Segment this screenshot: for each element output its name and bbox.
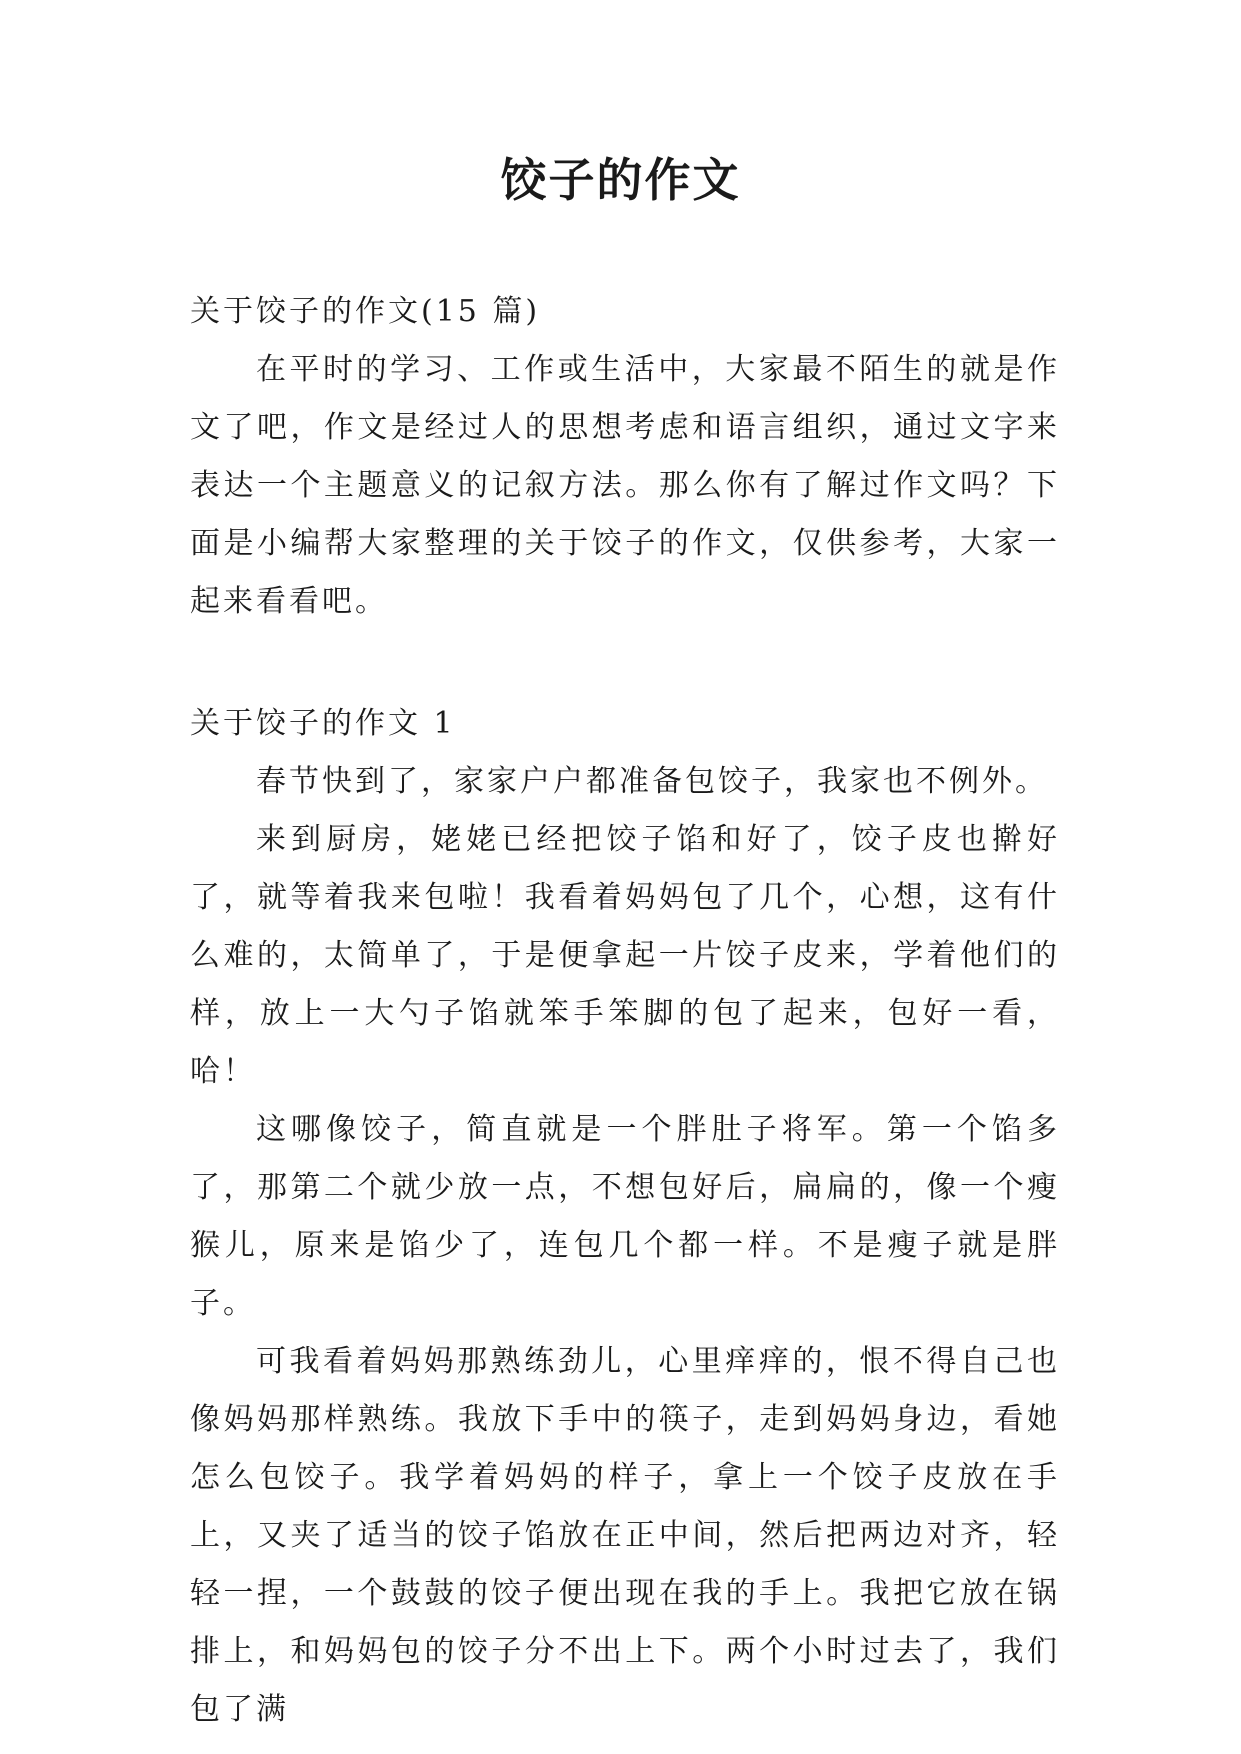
intro-paragraph: 在平时的学习、工作或生活中，大家最不陌生的就是作文了吧，作文是经过人的思想考虑和语言组织，通过文字来表达一个主题意义的记叙方法。那么你有了解过作文吗？下面是小编帮大家整理的关于饺子的作文，仅供参考，大家一起来看看吧。: [190, 352, 1060, 619]
body-paragraph: 这哪像饺子，简直就是一个胖肚子将军。第一个馅多了，那第二个就少放一点，不想包好后，扁扁的，像一个瘦猴儿，原来是馅少了，连包几个都一样。不是瘦子就是胖子。: [190, 1112, 1060, 1321]
document-body: [190, 283, 1060, 1739]
section-spacer: [190, 631, 1060, 695]
document-title: 饺子的作文: [500, 153, 741, 207]
body-paragraph: 来到厨房，姥姥已经把饺子馅和好了，饺子皮也擀好了，就等着我来包啦！我看着妈妈包了几个，心想，这有什么难的，太简单了，于是便拿起一片饺子皮来，学着他们的样，放上一大勺子馅就笨手笨脚的包了起来，包好一看，哈！: [190, 822, 1060, 1089]
body-paragraph: 可我看着妈妈那熟练劲儿，心里痒痒的，恨不得自己也像妈妈那样熟练。我放下手中的筷子，走到妈妈身边，看她怎么包饺子。我学着妈妈的样子，拿上一个饺子皮放在手上，又夹了适当的饺子馅放在正中间，然后把两边对齐，轻轻一捏，一个鼓鼓的饺子便出现在我的手上。我把它放在锅排上，和妈妈包的饺子分不出上下。两个小时过去了，我们包了满: [190, 1344, 1060, 1727]
intro-heading: 关于饺子的作文(15 篇): [190, 294, 541, 329]
body-paragraph: 春节快到了，家家户户都准备包饺子，我家也不例外。: [256, 764, 1048, 799]
section-heading: 关于饺子的作文 1: [190, 706, 456, 741]
